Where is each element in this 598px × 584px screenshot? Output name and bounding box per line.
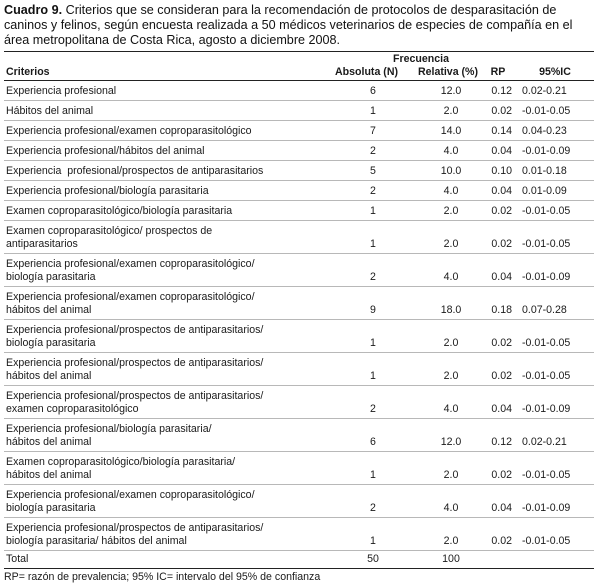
- ic-cell: 0.01-0.18: [516, 161, 594, 181]
- criterio-cell: [4, 181, 322, 201]
- criterio-line: hábitos del animal: [6, 436, 92, 448]
- criterio-line: biología parasitaria/ hábitos del animal: [6, 535, 187, 547]
- criterio-cell: [4, 121, 322, 141]
- criterio-line: Hábitos del animal: [6, 105, 94, 117]
- rp-cell: 0.04: [480, 254, 516, 287]
- criterio-line: hábitos del animal: [6, 370, 92, 382]
- table-row: [4, 287, 594, 320]
- criterios-header: Criterios: [4, 66, 322, 81]
- criterio-line: Experiencia profesional/hábitos del animal: [6, 145, 205, 157]
- ic-cell: -0.01-0.05: [516, 452, 594, 485]
- rp-cell: 0.04: [480, 141, 516, 161]
- table-figure: [4, 3, 594, 584]
- criterio-line: biología parasitaria: [6, 271, 96, 283]
- criterio-line: examen coproparasitológico: [6, 403, 139, 415]
- caption-text: Criterios que se consideran para la recomendación de protocolos de desparasitación de caninos y felinos, según encuesta realizada a 50 médicos veterinarios de especies de compañía en el área metropolitana de Costa Rica, agosto a diciembre 2008.: [4, 3, 573, 47]
- criterio-line: Experiencia profesional/examen coproparasitológico/: [6, 291, 255, 303]
- criterio-line: Experiencia profesional/biología parasitaria: [6, 185, 209, 197]
- absoluta-cell: 1: [322, 452, 404, 485]
- criterio-line: Examen coproparasitológico/biología parasitaria/: [6, 456, 236, 468]
- ic-cell: 0.02-0.21: [516, 81, 594, 101]
- rp-cell: 0.04: [480, 386, 516, 419]
- ic-cell: 0.02-0.21: [516, 419, 594, 452]
- criterio-cell: [4, 81, 322, 101]
- table-caption: [4, 3, 594, 48]
- criterio-line: hábitos del animal: [6, 469, 92, 481]
- relativa-cell: 2.0: [404, 518, 480, 551]
- criterio-cell: [4, 518, 322, 551]
- ic-cell: -0.01-0.05: [516, 518, 594, 551]
- criterio-line: Experiencia profesional/prospectos de antiparasitarios/: [6, 324, 264, 336]
- table-row: [4, 452, 594, 485]
- absoluta-cell: 9: [322, 287, 404, 320]
- rp-cell: 0.04: [480, 485, 516, 518]
- ic-cell: 0.04-0.23: [516, 121, 594, 141]
- relativa-cell: 2.0: [404, 221, 480, 254]
- ic-cell: 0.01-0.09: [516, 181, 594, 201]
- ic-cell: -0.01-0.09: [516, 485, 594, 518]
- ic-cell: -0.01-0.05: [516, 320, 594, 353]
- criterio-cell: [4, 201, 322, 221]
- rp-cell: 0.10: [480, 161, 516, 181]
- absoluta-cell: 2: [322, 141, 404, 161]
- criterio-line: Experiencia profesional/examen coproparasitológico/: [6, 489, 255, 501]
- absoluta-cell: 7: [322, 121, 404, 141]
- absoluta-cell: 2: [322, 181, 404, 201]
- absoluta-cell: 1: [322, 353, 404, 386]
- absoluta-cell: 1: [322, 221, 404, 254]
- ic-cell: -0.01-0.09: [516, 141, 594, 161]
- criterio-line: Experiencia profesional/prospectos de antiparasitarios: [6, 165, 264, 177]
- absoluta-cell: 2: [322, 485, 404, 518]
- relativa-cell: 12.0: [404, 81, 480, 101]
- relativa-cell: 4.0: [404, 386, 480, 419]
- absoluta-cell: 1: [322, 101, 404, 121]
- absoluta-header: Absoluta (N): [322, 66, 404, 81]
- table-row: [4, 254, 594, 287]
- table-row: [4, 320, 594, 353]
- ic-cell: -0.01-0.05: [516, 101, 594, 121]
- criterio-line: Experiencia profesional/biología parasitaria/: [6, 423, 212, 435]
- rp-cell: 0.18: [480, 287, 516, 320]
- criterio-line: Experiencia profesional/examen coproparasitológico/: [6, 258, 255, 270]
- relativa-cell: 2.0: [404, 320, 480, 353]
- relativa-cell: 4.0: [404, 181, 480, 201]
- table-row: [4, 81, 594, 101]
- criterio-cell: [4, 386, 322, 419]
- criterio-line: Experiencia profesional/prospectos de antiparasitarios/: [6, 390, 264, 402]
- rp-cell: 0.02: [480, 320, 516, 353]
- criterio-cell: [4, 353, 322, 386]
- caption-label: Cuadro 9.: [4, 3, 63, 17]
- criterio-line: Experiencia profesional/prospectos de antiparasitarios/: [6, 522, 264, 534]
- criterio-cell: [4, 485, 322, 518]
- criterio-line: biología parasitaria: [6, 337, 96, 349]
- criterio-cell: [4, 287, 322, 320]
- relativa-cell: 4.0: [404, 141, 480, 161]
- criterio-cell: [4, 221, 322, 254]
- criterio-line: antiparasitarios: [6, 238, 78, 250]
- criterio-cell: [4, 419, 322, 452]
- relativa-cell: 4.0: [404, 254, 480, 287]
- table-row: [4, 518, 594, 551]
- relativa-cell: 4.0: [404, 485, 480, 518]
- total-row: [4, 551, 594, 569]
- relativa-cell: 18.0: [404, 287, 480, 320]
- total-rp-empty: [480, 551, 516, 569]
- table-row: [4, 141, 594, 161]
- absoluta-cell: 1: [322, 320, 404, 353]
- relativa-cell: 2.0: [404, 452, 480, 485]
- table-row: [4, 101, 594, 121]
- total-ic-empty: [516, 551, 594, 569]
- absoluta-cell: 2: [322, 254, 404, 287]
- rp-cell: 0.02: [480, 518, 516, 551]
- total-label: Total: [4, 551, 322, 569]
- rp-cell: 0.12: [480, 419, 516, 452]
- table-row: [4, 181, 594, 201]
- criteria-table: [4, 52, 594, 569]
- table-body: [4, 81, 594, 569]
- relativa-cell: 10.0: [404, 161, 480, 181]
- relativa-cell: 12.0: [404, 419, 480, 452]
- table-row: [4, 161, 594, 181]
- table-row: [4, 485, 594, 518]
- criterio-cell: [4, 101, 322, 121]
- absoluta-cell: 6: [322, 419, 404, 452]
- ic-cell: -0.01-0.09: [516, 386, 594, 419]
- rp-cell: 0.02: [480, 101, 516, 121]
- rp-cell: 0.02: [480, 201, 516, 221]
- rp-header: RP: [480, 66, 516, 81]
- rp-cell: 0.02: [480, 353, 516, 386]
- table-row: [4, 353, 594, 386]
- table-row: [4, 201, 594, 221]
- criterio-line: Experiencia profesional: [6, 85, 117, 97]
- total-absoluta: 50: [322, 551, 404, 569]
- frecuencia-header: Frecuencia: [393, 53, 449, 65]
- footnote: RP= razón de prevalencia; 95% IC= intervalo del 95% de confianza: [4, 571, 321, 583]
- header-row: [4, 66, 594, 81]
- rp-cell: 0.04: [480, 181, 516, 201]
- relativa-cell: 2.0: [404, 101, 480, 121]
- criterio-cell: [4, 254, 322, 287]
- absoluta-cell: 1: [322, 201, 404, 221]
- rp-cell: 0.02: [480, 452, 516, 485]
- criterio-line: Examen coproparasitológico/ prospectos de: [6, 225, 213, 237]
- absoluta-cell: 2: [322, 386, 404, 419]
- total-relativa: 100: [404, 551, 480, 569]
- criterio-cell: [4, 452, 322, 485]
- ic-cell: -0.01-0.05: [516, 353, 594, 386]
- criterio-cell: [4, 320, 322, 353]
- table-row: [4, 419, 594, 452]
- table-row: [4, 121, 594, 141]
- absoluta-cell: 5: [322, 161, 404, 181]
- ic-cell: -0.01-0.05: [516, 201, 594, 221]
- table-row: [4, 386, 594, 419]
- relativa-cell: 14.0: [404, 121, 480, 141]
- rp-cell: 0.12: [480, 81, 516, 101]
- criterio-line: hábitos del animal: [6, 304, 92, 316]
- absoluta-cell: 1: [322, 518, 404, 551]
- relativa-header: Relativa (%): [404, 66, 480, 81]
- header-group-row: [4, 52, 594, 66]
- criterio-line: biología parasitaria: [6, 502, 96, 514]
- ic-cell: -0.01-0.05: [516, 221, 594, 254]
- relativa-cell: 2.0: [404, 353, 480, 386]
- table-row: [4, 221, 594, 254]
- rp-cell: 0.14: [480, 121, 516, 141]
- criterio-cell: [4, 141, 322, 161]
- ic-cell: -0.01-0.09: [516, 254, 594, 287]
- absoluta-cell: 6: [322, 81, 404, 101]
- relativa-cell: 2.0: [404, 201, 480, 221]
- criterio-line: Experiencia profesional/prospectos de antiparasitarios/: [6, 357, 264, 369]
- rp-cell: 0.02: [480, 221, 516, 254]
- criterio-line: Examen coproparasitológico/biología parasitaria: [6, 205, 233, 217]
- criterio-cell: [4, 161, 322, 181]
- criterio-line: Experiencia profesional/examen coproparasitológico: [6, 125, 252, 137]
- ic-cell: 0.07-0.28: [516, 287, 594, 320]
- ic-header: 95%IC: [516, 66, 594, 81]
